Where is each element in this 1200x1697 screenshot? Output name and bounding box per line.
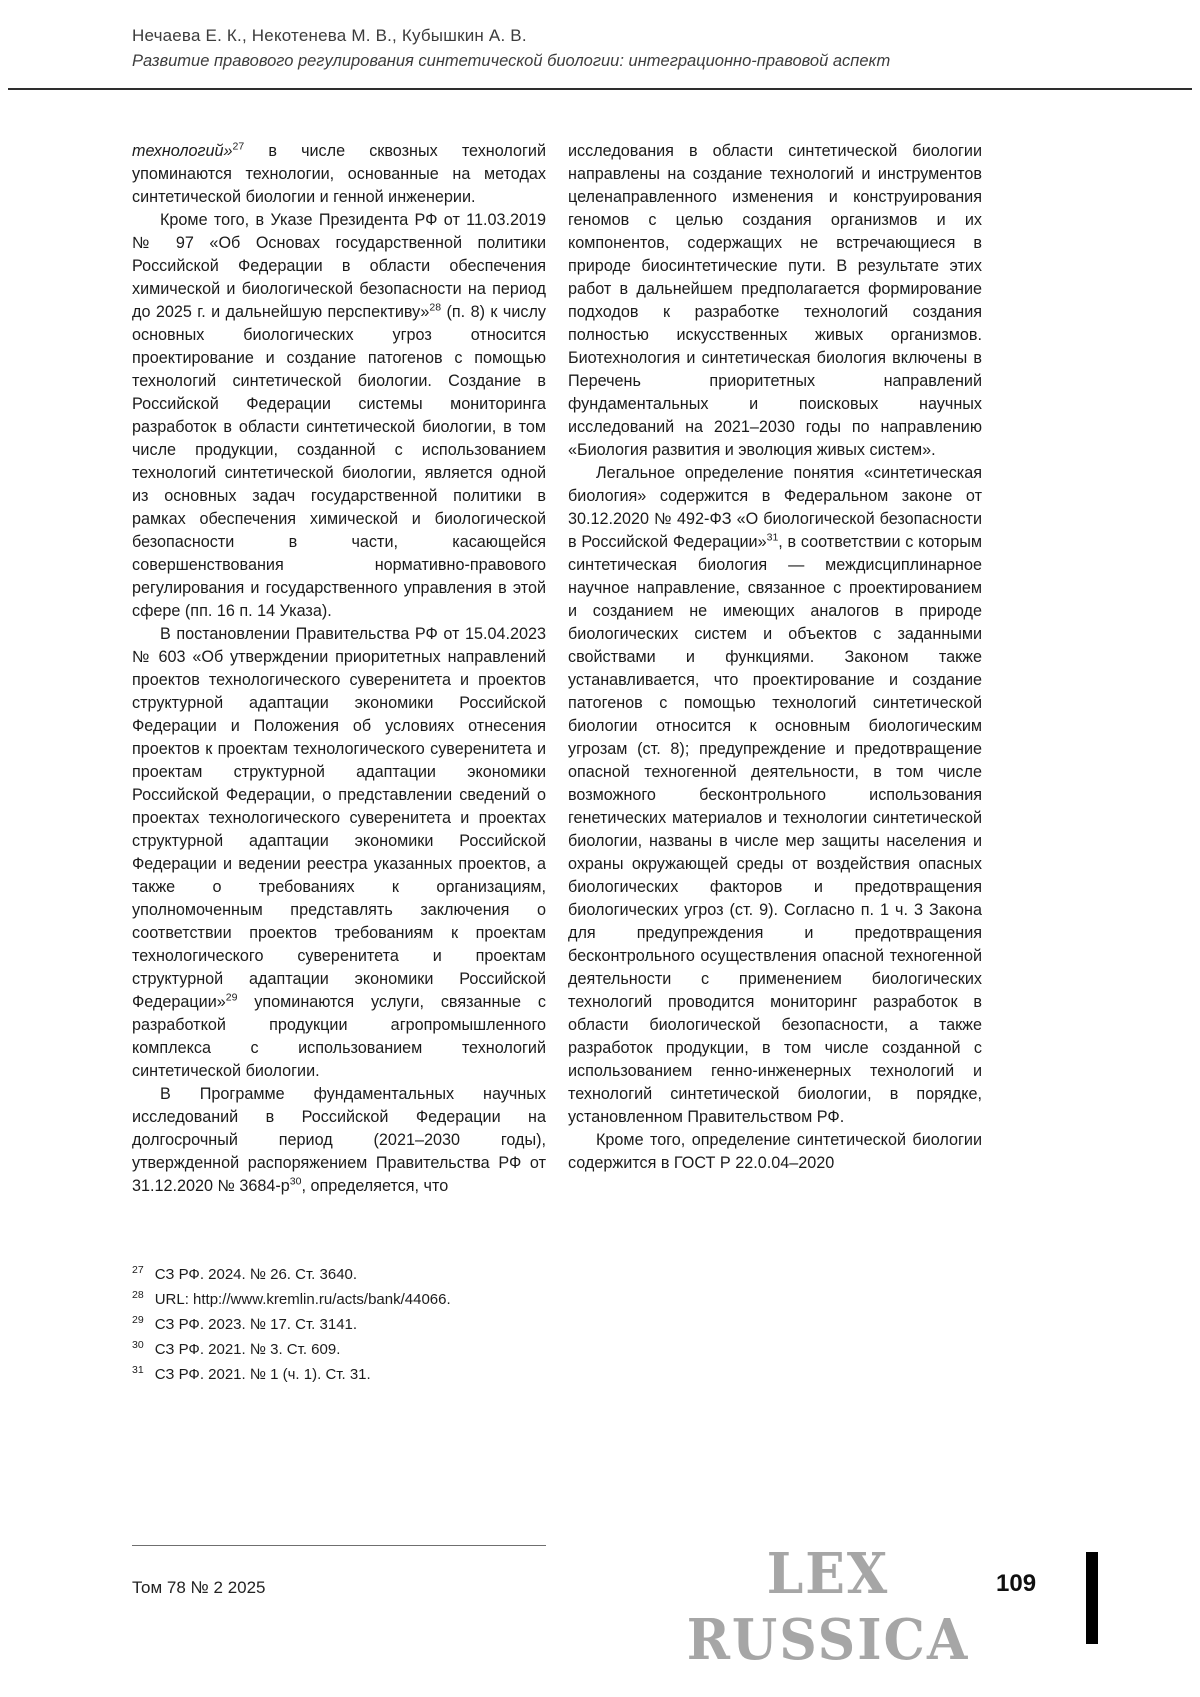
left-column: [132, 140, 546, 1252]
header-divider: [8, 88, 1192, 90]
footnotes-block: [132, 1262, 562, 1387]
text-segment: исследования в области синтетической биологии направлены на создание технологий и инструментов целенаправленного изменения и конструирования геномов с целью создания организмов и их компонентов, содержащих не встречающиеся в природе биосинтетические пути. В результате этих работ в дальнейшем предполагается формирование подходов к разработке технологий создания полностью искусственных живых организмов. Биотехнология и синтетическая биология включены в Перечень приоритетных направлений фундаментальных и поисковых научных исследований на 2021–2030 годы по направлению «Биология развития и эволюция живых систем».: [568, 142, 982, 459]
footnote-number: 29: [132, 1314, 144, 1326]
text-segment: В постановлении Правительства РФ от 15.04.2023 № 603 «Об утверждении приоритетных направлений проектов технологического суверенитета и проектов структурной адаптации экономики Российской Федерации и Положения об условиях отнесения проектов к проектам технологического суверенитета и проектам структурной адаптации экономики Российской Федерации, о представлении сведений о проектах технологического суверенитета и проектах структурной адаптации экономики Российской Федерации и ведении реестра указанных проектов, а также о требованиях к организациям, уполномоченным представлять заключения о соответствии проектов требованиям к проектам технологического суверенитета и проектам структурной адаптации экономики Российской Федерации»: [132, 625, 546, 1011]
paragraph: [132, 1083, 546, 1198]
footnote-number: 27: [132, 1264, 144, 1276]
footnote-text: URL: http://www.kremlin.ru/acts/bank/44066.: [154, 1291, 451, 1308]
footnote: [132, 1312, 562, 1337]
footnote-number: 28: [132, 1289, 144, 1301]
footnote: [132, 1337, 562, 1362]
text-segment: Легальное определение понятия «синтетическая биология» содержится в Федеральном законе от 30.12.2020 № 492-ФЗ «О биологической безопасности в Российской Федерации»: [568, 464, 982, 551]
right-column: [568, 140, 982, 1252]
text-segment: технологий»: [132, 142, 233, 160]
footnote-text: СЗ РФ. 2021. № 3. Ст. 609.: [154, 1341, 341, 1358]
page-header: [132, 26, 1072, 71]
footnote: [132, 1262, 562, 1287]
header-authors: Нечаева Е. К., Некотенева М. В., Кубышкин А. В.: [132, 26, 527, 45]
footer-divider: [132, 1545, 546, 1546]
footnote-reference: 30: [289, 1175, 302, 1188]
footnote-text: СЗ РФ. 2021. № 1 (ч. 1). Ст. 31.: [154, 1366, 371, 1383]
footnote: [132, 1287, 562, 1312]
paragraph: [568, 462, 982, 1129]
footnote-reference: 27: [232, 140, 245, 153]
footnote-number: 31: [132, 1364, 144, 1376]
footnote-text: СЗ РФ. 2023. № 17. Ст. 3141.: [154, 1316, 358, 1333]
header-article-title: Развитие правового регулирования синтетической биологии: интеграционно-правовой аспект: [132, 52, 891, 70]
footnote-reference: 28: [429, 301, 442, 314]
footnote-reference: 29: [225, 991, 238, 1004]
paragraph: [132, 209, 546, 623]
paragraph: [568, 1129, 982, 1175]
text-segment: в числе сквозных технологий упоминаются технологии, основанные на методах синтетической биологии и генной инженерии.: [132, 142, 546, 206]
text-segment: , определяется, что: [301, 1177, 449, 1195]
footnote: [132, 1362, 562, 1387]
paragraph: [132, 140, 546, 209]
text-segment: В Программе фундаментальных научных исследований в Российской Федерации на долгосрочный период (2021–2030 годы), утвержденной распоряжением Правительства РФ от 31.12.2020 № 3684-р: [132, 1085, 546, 1195]
paragraph: [568, 140, 982, 462]
footnote-text: СЗ РФ. 2024. № 26. Ст. 3640.: [154, 1266, 358, 1283]
text-segment: Кроме того, определение синтетической биологии содержится в ГОСТ Р 22.0.04–2020: [568, 1131, 982, 1172]
paragraph: [132, 623, 546, 1083]
text-segment: упоминаются услуги, связанные с разработкой продукции агропромышленного комплекса с использованием технологий синтетической биологии.: [132, 993, 546, 1080]
text-segment: , в соответствии с которым синтетическая биология — междисциплинарное научное направление, связанное с проектированием и созданием не имеющих аналогов в природе биологических систем и объектов с заданными свойствами и функциями. Законом также устанавливается, что проектирование и создание патогенов с помощью технологий синтетической биологии относится к основным биологическим угрозам (ст. 8); предупреждение и предотвращение опасной техногенной деятельности, в том числе возможного бесконтрольного использования генетических материалов и технологии синтетической биологии, названы в числе мер защиты населения и охраны окружающей среды от воздействия опасных биологических факторов и предотвращения биологических угроз (ст. 9). Согласно п. 1 ч. 3 Закона для предупреждения и предотвращения бесконтрольного осуществления опасной техногенной деятельности с применением биологических технологий проводится мониторинг разработок в области биологической безопасности, а также разработок продукции, в том числе созданной с использованием генно-инженерных технологий и технологий синтетической биологии, в порядке, установленном Правительством РФ.: [568, 533, 982, 1126]
text-segment: Кроме того, в Указе Президента РФ от 11.03.2019 № 97 «Об Основах государственной политики Российской Федерации в области обеспечения химической и биологической безопасности на период до 2025 г. и дальнейшую перспективу»: [132, 211, 546, 321]
page-edge-marker: [1086, 1552, 1098, 1644]
journal-logo: LEX RUSSICA: [686, 1541, 970, 1673]
page-number: 109: [996, 1570, 1037, 1597]
article-body: [132, 140, 982, 1252]
footnote-reference: 31: [766, 531, 779, 544]
volume-info: Том 78 № 2 2025: [132, 1578, 266, 1597]
footnote-number: 30: [132, 1339, 144, 1351]
text-segment: (п. 8) к числу основных биологических угроз относится проектирование и создание патогенов с помощью технологий синтетической биологии. Создание в Российской Федерации системы мониторинга разработок в области синтетической биологии, в том числе продукции, созданной с использованием технологий синтетической биологии, является одной из основных задач государственной политики в рамках обеспечения химической и биологической безопасности в части, касающейся совершенствования нормативно-правового регулирования и государственного управления в этой сфере (пп. 16 п. 14 Указа).: [132, 303, 546, 620]
